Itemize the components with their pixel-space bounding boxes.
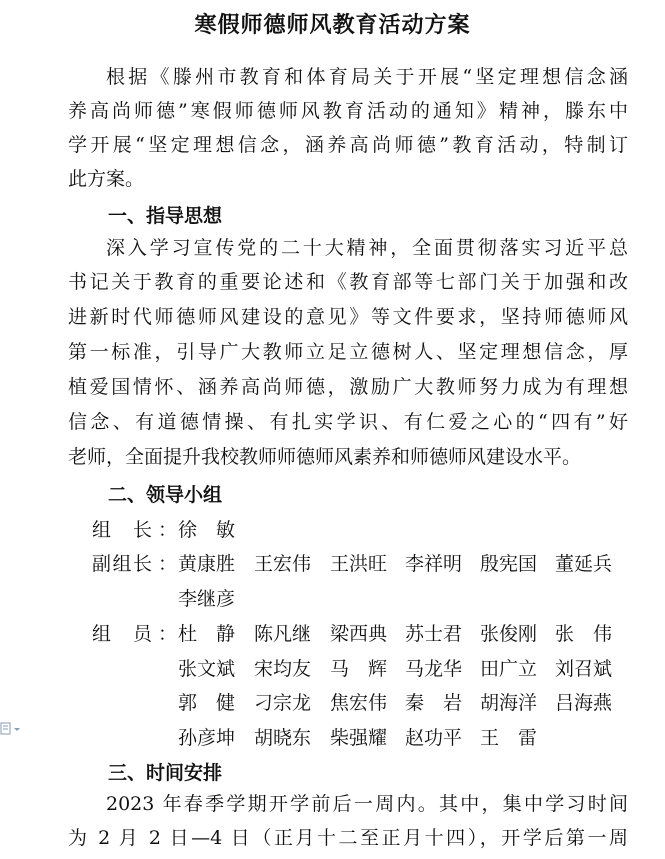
member-name: 梁西典 <box>330 623 388 645</box>
member-name: 郭 健 <box>178 692 236 714</box>
leader-name: 徐 敏 <box>178 519 236 541</box>
member-name: 赵功平 <box>405 726 463 749</box>
deputy-name: 李继彦 <box>178 588 236 610</box>
section1-line: 进新时代师德师风建设的意见》等文件要求，坚持师德师风 <box>68 306 628 328</box>
member-name: 陈凡继 <box>254 623 312 645</box>
member-name: 田广立 <box>480 657 538 680</box>
member-name: 吕海燕 <box>555 692 613 714</box>
member-name: 胡晓东 <box>254 726 312 749</box>
member-name: 刁宗龙 <box>254 692 312 714</box>
document-title: 寒假师德师风教育活动方案 <box>194 13 471 38</box>
deputy-name: 王洪旺 <box>330 553 388 575</box>
member-colon: ： <box>158 623 178 645</box>
member-name: 王 雷 <box>480 726 538 749</box>
member-name: 宋均友 <box>254 657 312 680</box>
member-name: 杜 静 <box>178 623 236 645</box>
deputy-name: 董延兵 <box>555 553 613 575</box>
member-name: 孙彦坤 <box>178 726 236 749</box>
leader-label: 组长 <box>92 519 152 541</box>
member-name: 张 伟 <box>555 623 613 645</box>
deputy-name: 王宏伟 <box>254 553 312 575</box>
section-heading-leadership-group: 二、领导小组 <box>108 484 223 506</box>
intro-line: 此方案。 <box>68 168 145 190</box>
section3-line: 为 2 月 2 日—4 日（正月十二至正月十四），开学后第一周 <box>68 827 628 849</box>
member-name: 马龙华 <box>405 657 463 680</box>
deputy-colon: ： <box>158 553 178 575</box>
section1-line: 植爱国情怀、涵养高尚师德，激励广大教师努力成为有理想 <box>68 376 628 398</box>
section1-line: 信念、有道德情操、有扎实学识、有仁爱之心的“四有”好 <box>68 411 628 433</box>
deputy-name: 黄康胜 <box>178 553 236 575</box>
member-name: 焦宏伟 <box>330 692 388 714</box>
member-name: 张文斌 <box>178 657 236 680</box>
side-panel-icon[interactable] <box>0 720 22 738</box>
section-heading-guiding-ideology: 一、指导思想 <box>108 205 223 227</box>
section1-line: 深入学习宣传党的二十大精神，全面贯彻落实习近平总 <box>106 237 628 259</box>
intro-line: 学开展“坚定理想信念，涵养高尚师德”教育活动，特制订 <box>68 134 628 156</box>
deputy-name: 殷宪国 <box>480 553 538 575</box>
member-name: 马 辉 <box>330 657 388 680</box>
section1-line: 书记关于教育的重要论述和《教育部等七部门关于加强和改 <box>68 271 628 293</box>
member-name: 张俊刚 <box>480 623 538 645</box>
member-name: 秦 岩 <box>405 692 463 714</box>
intro-line: 养高尚师德”寒假师德师风教育活动的通知》精神，滕东中 <box>68 100 628 122</box>
section3-line: 2023 年春季学期开学前后一周内。其中，集中学习时间 <box>106 793 628 815</box>
member-name: 刘召斌 <box>555 657 613 680</box>
section-heading-schedule: 三、时间安排 <box>108 762 223 784</box>
member-label: 组员 <box>92 623 152 645</box>
section1-line: 第一标准，引导广大教师立足立德树人、坚定理想信念，厚 <box>68 341 628 363</box>
section1-line: 老师，全面提升我校教师师德师风素养和师德师风建设水平。 <box>68 446 582 468</box>
leader-colon: ： <box>158 519 178 541</box>
deputy-name: 李祥明 <box>405 553 463 575</box>
intro-line: 根据《滕州市教育和体育局关于开展“坚定理想信念涵 <box>106 66 628 88</box>
member-name: 苏士君 <box>405 623 463 645</box>
member-name: 柴强耀 <box>330 726 388 749</box>
deputy-label: 副组长 <box>92 553 152 575</box>
member-name: 胡海洋 <box>480 692 538 714</box>
